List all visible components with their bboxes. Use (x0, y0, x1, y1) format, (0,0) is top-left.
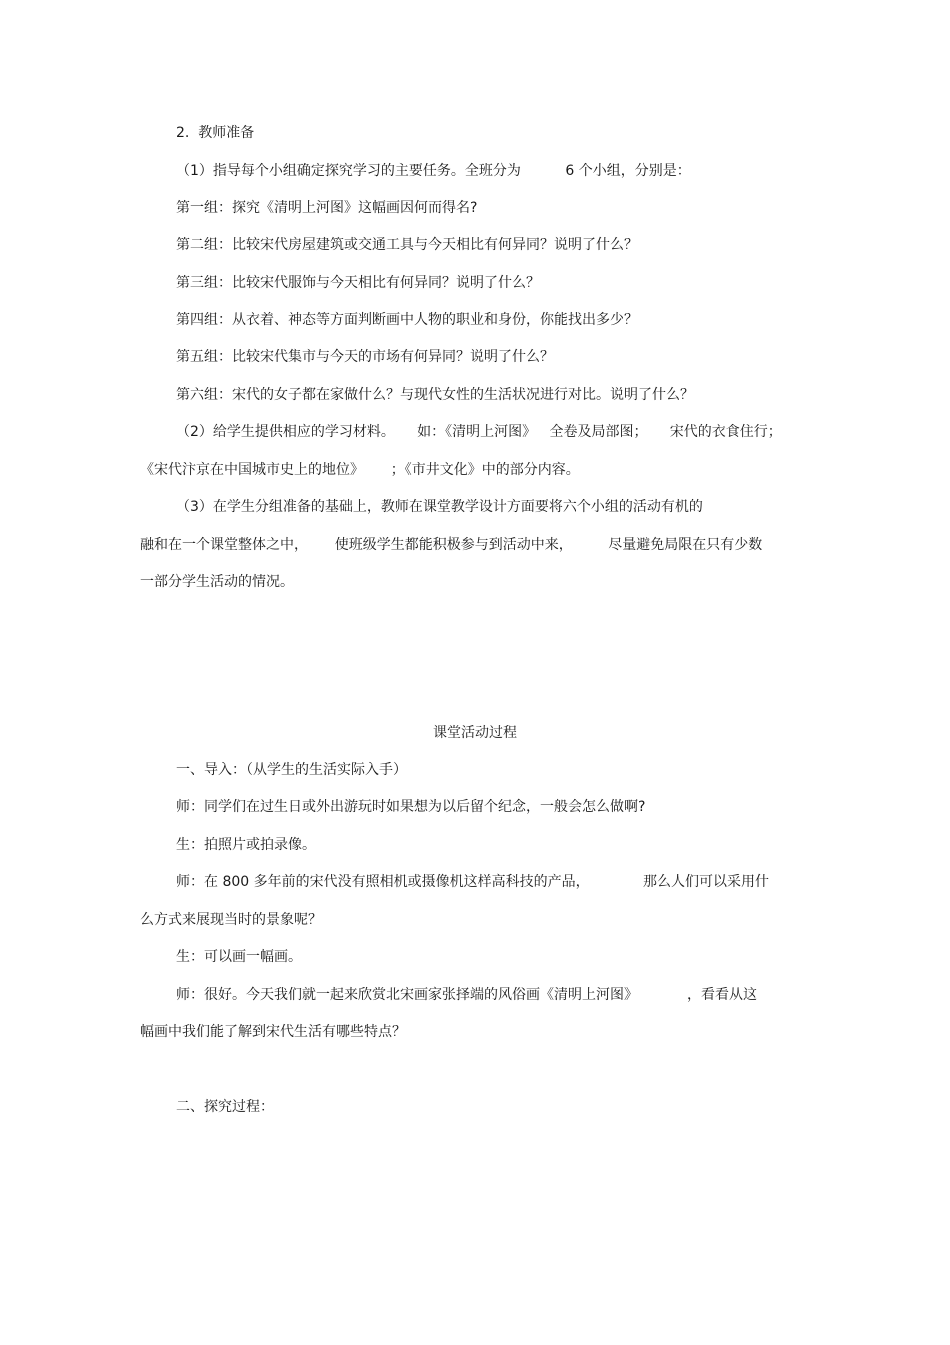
dialogue-line-7: 幅画中我们能了解到宋代生活有哪些特点？ (140, 1024, 406, 1040)
group-item-6: 第六组：宋代的女子都在家做什么？与现代女性的生活状况进行对比。说明了什么？ (176, 387, 694, 403)
group-item-2: 第二组：比较宋代房屋建筑或交通工具与今天相比有何异同？说明了什么？ (176, 237, 638, 253)
dialogue-line-3: 师：在 800 多年前的宋代没有照相机或摄像机这样高科技的产品， 那么人们可以采用什 (176, 874, 770, 890)
explore-heading: 二、探究过程： (176, 1099, 274, 1115)
task-intro: （1）指导每个小组确定探究学习的主要任务。全班分为 6 个小组，分别是： (176, 163, 691, 179)
dialogue-line-2: 生：拍照片或拍录像。 (176, 837, 316, 853)
activity-title: 课堂活动过程 (433, 725, 517, 741)
section-heading: 2. 教师准备 (176, 125, 255, 141)
design-line-1: （3）在学生分组准备的基础上，教师在课堂教学设计方面要将六个小组的活动有机的 (176, 499, 703, 515)
intro-heading: 一、导入：（从学生的生活实际入手） (176, 762, 407, 778)
group-item-5: 第五组：比较宋代集市与今天的市场有何异同？说明了什么？ (176, 349, 554, 365)
dialogue-line-4: 么方式来展现当时的景象呢？ (140, 912, 322, 928)
group-item-1: 第一组：探究《清明上河图》这幅画因何而得名? (176, 200, 478, 216)
dialogue-line-6: 师：很好。今天我们就一起来欣赏北宋画家张择端的风俗画《清明上河图》 ，看看从这 (176, 987, 757, 1003)
design-line-3: 一部分学生活动的情况。 (140, 574, 294, 590)
design-line-2: 融和在一个课堂整体之中， 使班级学生都能积极参与到活动中来， 尽量避免局限在只有少数 (140, 537, 763, 553)
materials-line-2: 《宋代汴京在中国城市史上的地位》 ；《市井文化》中的部分内容。 (140, 462, 580, 478)
dialogue-line-1: 师：同学们在过生日或外出游玩时如果想为以后留个纪念，一般会怎么做啊? (176, 799, 646, 815)
materials-line-1: （2）给学生提供相应的学习材料。 如：《清明上河图》 全卷及局部图； 宋代的衣食住行； (176, 424, 782, 440)
dialogue-line-5: 生：可以画一幅画。 (176, 949, 302, 965)
group-item-4: 第四组：从衣着、神态等方面判断画中人物的职业和身份，你能找出多少？ (176, 312, 638, 328)
group-item-3: 第三组：比较宋代服饰与今天相比有何异同？说明了什么？ (176, 275, 540, 291)
